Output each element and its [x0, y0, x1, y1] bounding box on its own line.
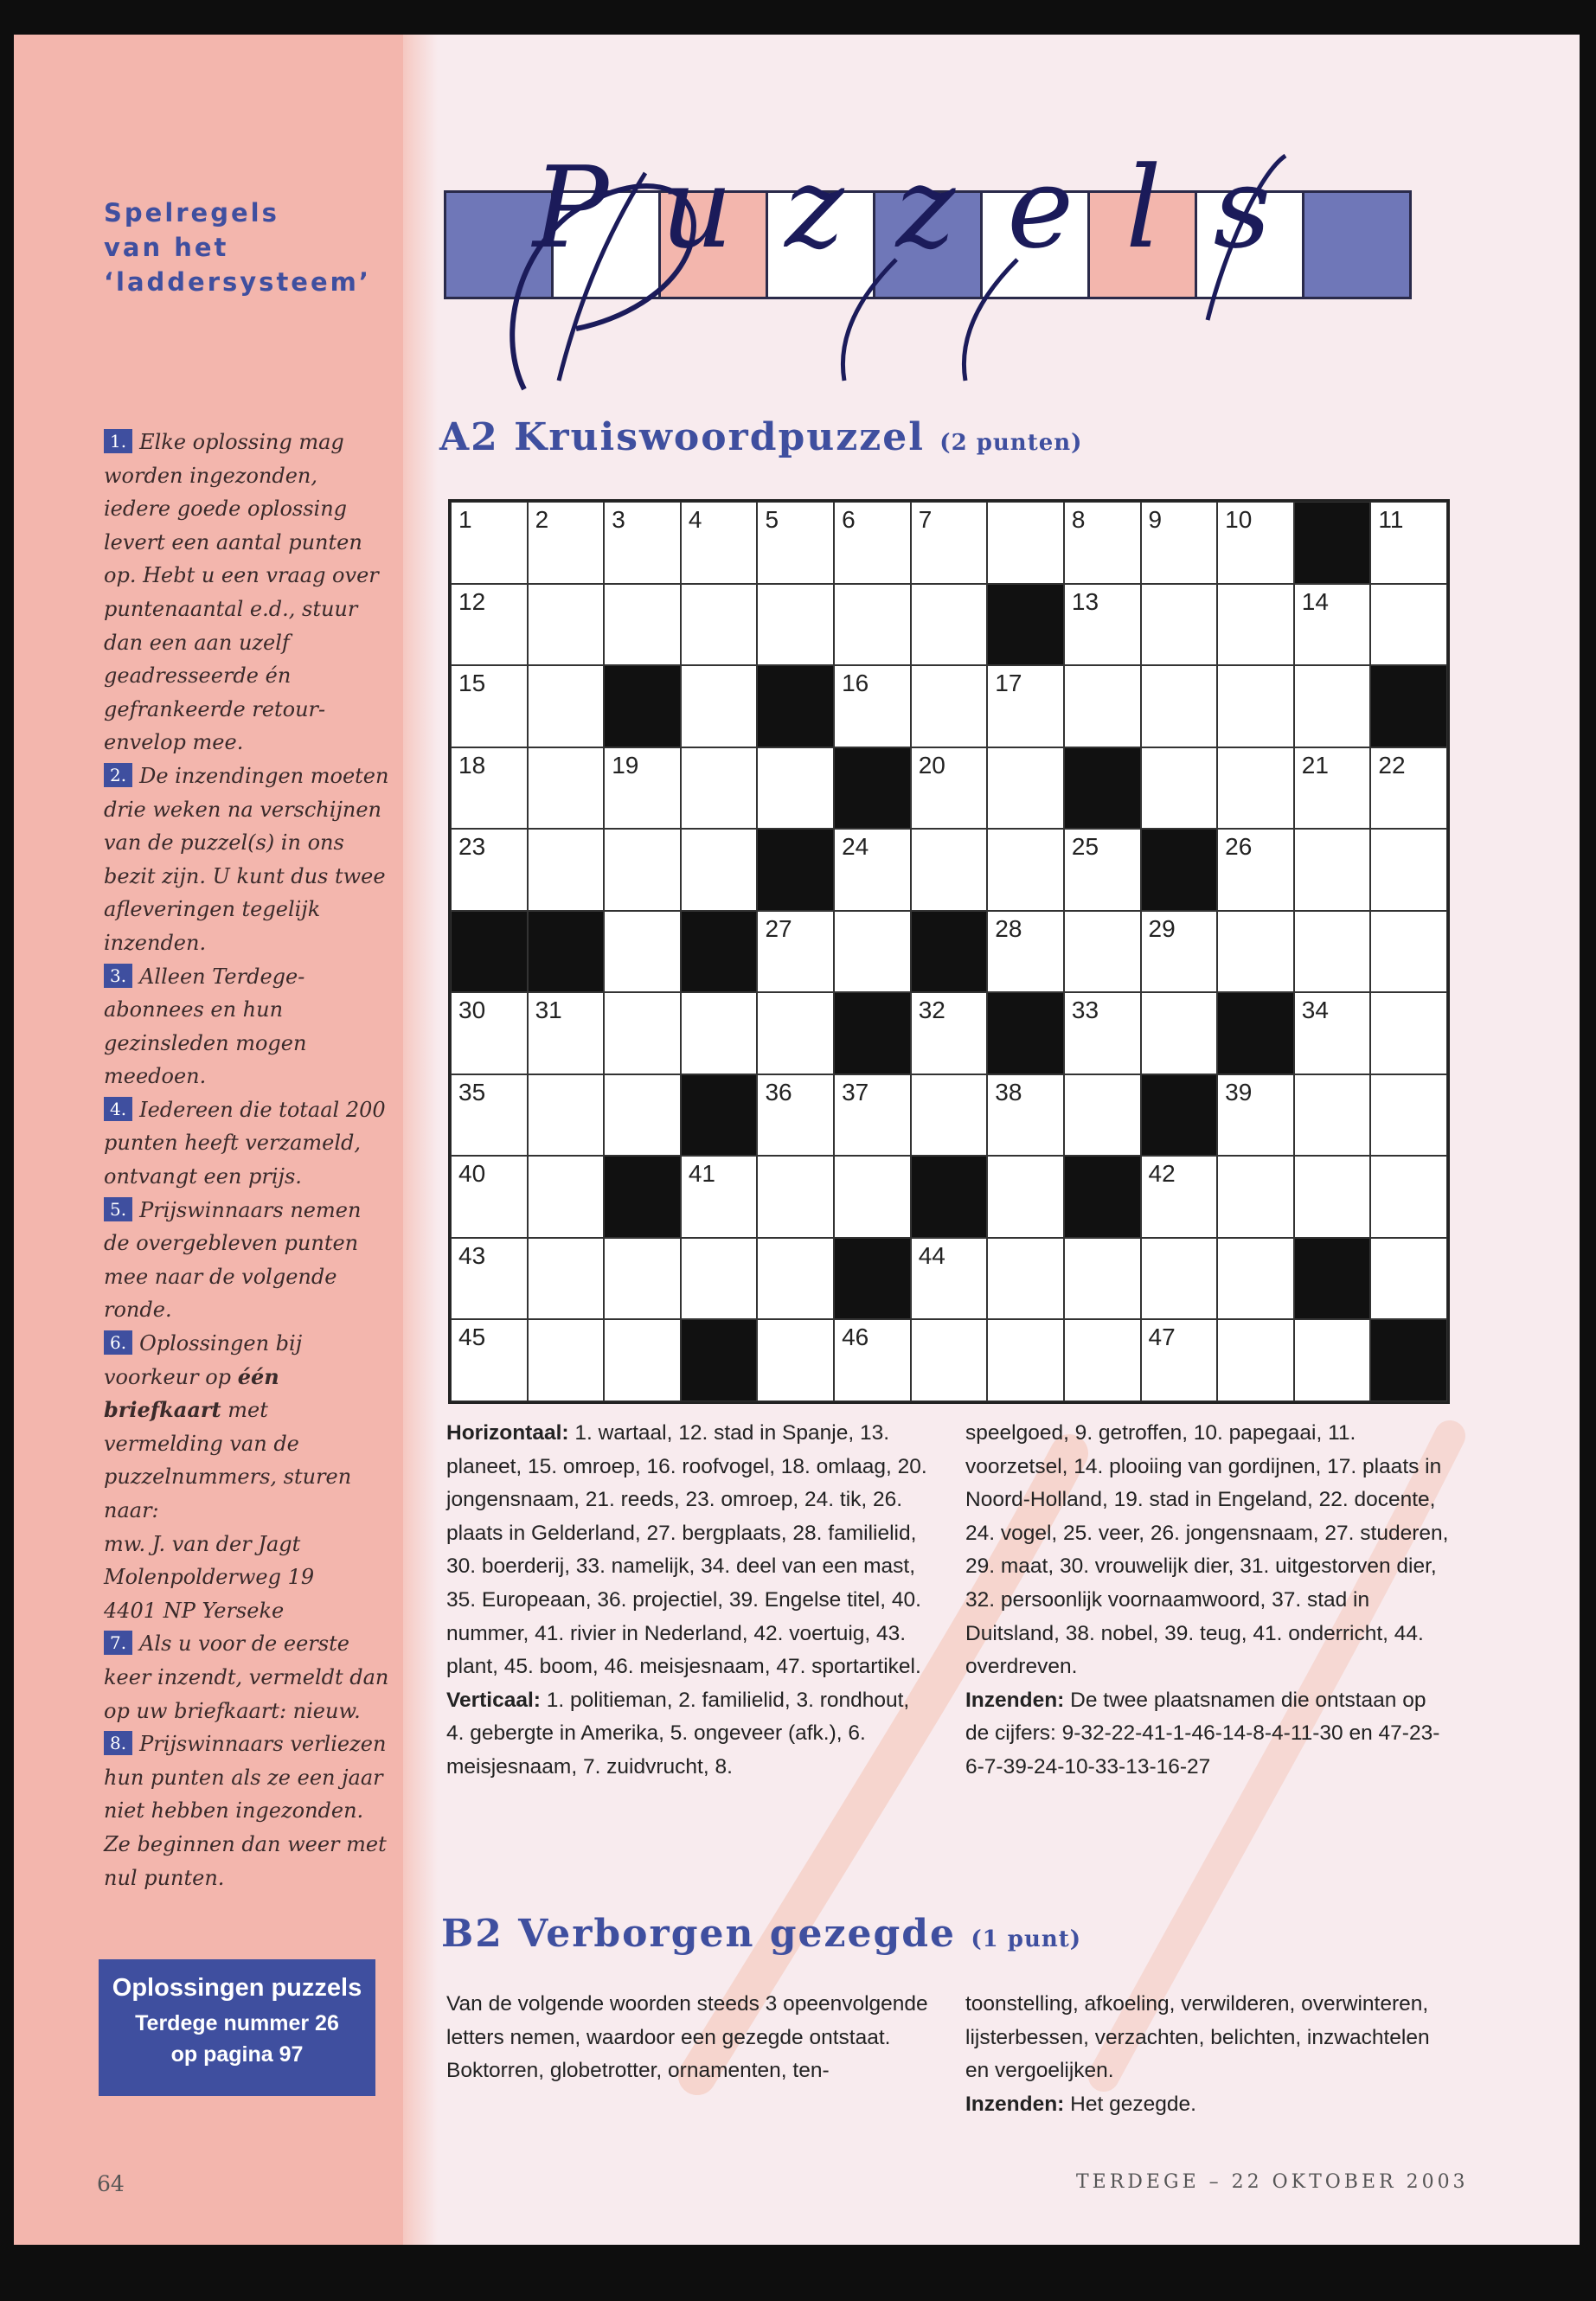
grid-cell[interactable]	[1370, 911, 1447, 993]
grid-cell[interactable]	[1141, 502, 1218, 584]
grid-cell[interactable]	[1217, 1238, 1294, 1320]
grid-black-cell	[911, 1156, 988, 1238]
clue-number: 19	[612, 751, 639, 779]
grid-cell[interactable]	[911, 992, 988, 1074]
grid-cell[interactable]	[1370, 1156, 1447, 1238]
grid-cell[interactable]	[911, 502, 988, 584]
clue-number: 21	[1301, 751, 1329, 779]
clue-number: 8	[1071, 506, 1086, 533]
solutions-box: Oplossingen puzzels Terdege nummer 26 op pagina 97	[99, 1959, 375, 2096]
grid-cell[interactable]	[1370, 502, 1447, 584]
grid-cell[interactable]	[528, 665, 605, 747]
rule-item: 5. Prijswinnaars nemen de overgebleven punten mee naar de volgende ronde.	[104, 1197, 362, 1323]
banner-square	[444, 190, 554, 299]
rule-item: 4. Iedereen die totaal 200 punten heeft verzameld, ontvangt een prijs.	[104, 1097, 386, 1189]
grid-cell[interactable]	[1141, 911, 1218, 993]
clue-number: 5	[765, 506, 779, 533]
grid-cell[interactable]	[528, 1156, 605, 1238]
grid-cell[interactable]	[681, 502, 758, 584]
grid-cell[interactable]	[834, 911, 911, 993]
grid-cell[interactable]	[1294, 665, 1371, 747]
grid-cell[interactable]	[451, 747, 528, 830]
clue-number: 36	[765, 1078, 792, 1106]
grid-cell[interactable]	[451, 829, 528, 911]
grid-black-cell	[834, 747, 911, 830]
grid-cell[interactable]	[1294, 1074, 1371, 1157]
clue-number: 24	[842, 833, 869, 861]
crossword-grid	[448, 499, 1450, 1404]
grid-black-cell	[1141, 829, 1218, 911]
grid-cell[interactable]	[451, 1156, 528, 1238]
grid-cell[interactable]	[757, 1238, 834, 1320]
grid-black-cell	[1217, 992, 1294, 1074]
clues-right: speelgoed, 9. getroffen, 10. papegaai, 11. voorzetsel, 14. plooiing van gordijnen, 17. plaats in Noord-Holland, 19. stad in Engeland, 22. docente, 24. vogel, 25. veer, 26. jongensnaam, 27. studeren, 29. maat, 30. vrouwelijk dier, 31. uitgestorven dier, 32. persoonlijk voornaamwoord, 37. stad in Duitsland, 38. nobel, 39. teug, 41. onderricht, 44. overdreven. Inzenden: De twee plaatsnamen die ontstaan op de cijfers: 9-32-22-41-1-46-14-8-4-11-30 en 47-23-6-7-39-24-10-33-13-16-27	[965, 1421, 1449, 1779]
grid-cell[interactable]	[1064, 992, 1141, 1074]
grid-cell[interactable]	[451, 502, 528, 584]
clue-number: 27	[765, 914, 792, 942]
grid-cell[interactable]	[1217, 829, 1294, 911]
banner-square	[980, 190, 1090, 299]
grid-cell[interactable]	[757, 992, 834, 1074]
magazine-page	[14, 35, 1580, 2245]
grid-cell[interactable]	[681, 747, 758, 830]
clues-left: Horizontaal: 1. wartaal, 12. stad in Spanje, 13. planeet, 15. omroep, 16. roofvogel, 18. omlaag, 20. jongensnaam, 21. reeds, 23. omroep, 24. tik, 26. plaats in Gelderland, 27. bergplaats, 28. familielid, 30. boerderij, 33. namelijk, 34. deel van een mast, 35. Europeaan, 36. projectiel, 39. Engelse titel, 40. nummer, 41. rivier in Nederland, 42. voertuig, 43. plant, 45. boom, 46. meisjesnaam, 47. sportartikel. Verticaal: 1. politieman, 2. familielid, 3. rondhout, 4. gebergte in Amerika, 5. ongeveer (afk.), 6. meisjesnaam, 7. zuidvrucht, 8.	[446, 1421, 927, 1779]
grid-black-cell	[834, 992, 911, 1074]
clue-number: 4	[688, 506, 702, 533]
clue-number: 40	[458, 1160, 486, 1188]
grid-black-cell	[987, 584, 1064, 666]
grid-cell[interactable]	[911, 584, 988, 666]
a2-title: A2 Kruiswoordpuzzel (2 punten)	[439, 415, 1083, 459]
grid-cell[interactable]	[451, 992, 528, 1074]
grid-cell[interactable]	[528, 584, 605, 666]
grid-cell[interactable]	[1217, 502, 1294, 584]
grid-black-cell	[681, 1074, 758, 1157]
grid-cell[interactable]	[604, 502, 681, 584]
logo-title: Puzzels	[533, 142, 1324, 273]
rule-item: 6. Oplossingen bij voorkeur op één briefkaart met vermelding van de puzzelnummers, sturen naar:	[104, 1331, 352, 1522]
grid-cell[interactable]	[1217, 747, 1294, 830]
grid-cell[interactable]	[757, 502, 834, 584]
grid-cell[interactable]	[1294, 911, 1371, 993]
grid-cell[interactable]	[1370, 829, 1447, 911]
grid-black-cell	[757, 829, 834, 911]
clue-number: 30	[458, 997, 486, 1024]
grid-cell[interactable]	[834, 1319, 911, 1401]
clue-number: 17	[995, 670, 1022, 697]
grid-cell[interactable]	[528, 1238, 605, 1320]
grid-cell[interactable]	[1141, 584, 1218, 666]
clue-number: 41	[688, 1160, 715, 1188]
grid-cell[interactable]	[911, 665, 988, 747]
banner-square	[551, 190, 661, 299]
banner-square	[766, 190, 875, 299]
grid-cell[interactable]	[528, 992, 605, 1074]
grid-cell[interactable]	[987, 1319, 1064, 1401]
clue-number: 12	[458, 587, 486, 615]
grid-cell[interactable]	[604, 1319, 681, 1401]
grid-cell[interactable]	[528, 829, 605, 911]
grid-cell[interactable]	[451, 1238, 528, 1320]
grid-cell[interactable]	[604, 829, 681, 911]
grid-cell[interactable]	[757, 1074, 834, 1157]
grid-cell[interactable]	[451, 1074, 528, 1157]
grid-cell[interactable]	[834, 584, 911, 666]
grid-cell[interactable]	[1217, 1156, 1294, 1238]
grid-cell[interactable]	[604, 747, 681, 830]
grid-cell[interactable]	[1294, 1319, 1371, 1401]
grid-cell[interactable]	[1370, 584, 1447, 666]
grid-cell[interactable]	[834, 1074, 911, 1157]
grid-black-cell	[834, 1238, 911, 1320]
clue-number: 47	[1148, 1324, 1176, 1351]
clue-number: 43	[458, 1241, 486, 1269]
grid-cell[interactable]	[1217, 1319, 1294, 1401]
grid-cell[interactable]	[681, 665, 758, 747]
grid-cell[interactable]	[1141, 1156, 1218, 1238]
grid-cell[interactable]	[604, 911, 681, 993]
clue-number: 18	[458, 751, 486, 779]
clue-number: 28	[995, 914, 1022, 942]
grid-black-cell	[757, 665, 834, 747]
clue-number: 2	[535, 506, 549, 533]
clue-number: 37	[842, 1078, 869, 1106]
grid-cell[interactable]	[987, 829, 1064, 911]
grid-cell[interactable]	[911, 1074, 988, 1157]
clue-number: 39	[1225, 1078, 1253, 1106]
rule-item: 2. De inzendingen moeten drie weken na verschijnen van de puzzel(s) in ons bezit zijn. U kunt dus twee afleveringen tegelijk inzenden.	[104, 763, 389, 955]
b2-left-text: Van de volgende woorden steeds 3 opeenvolgende letters nemen, waardoor een gezegde ontstaat. Boktorren, globetrotter, ornamenten, ten-	[446, 1992, 928, 2083]
rule-item: 7. Als u voor de eerste keer inzendt, vermeldt dan op uw briefkaart: nieuw.	[104, 1631, 389, 1723]
grid-cell[interactable]	[451, 665, 528, 747]
banner-square	[1302, 190, 1412, 299]
grid-cell[interactable]	[987, 1156, 1064, 1238]
grid-cell[interactable]	[1064, 911, 1141, 993]
clue-number: 23	[458, 833, 486, 861]
grid-black-cell	[1370, 1319, 1447, 1401]
footer: TERDEGE – 22 OKTOBER 2003	[1076, 2171, 1469, 2193]
grid-cell[interactable]	[1294, 992, 1371, 1074]
grid-cell[interactable]	[1064, 502, 1141, 584]
grid-cell[interactable]	[911, 1319, 988, 1401]
grid-cell[interactable]	[681, 1238, 758, 1320]
grid-cell[interactable]	[834, 1156, 911, 1238]
grid-black-cell	[528, 911, 605, 993]
clue-number: 26	[1225, 833, 1253, 861]
grid-cell[interactable]	[681, 1156, 758, 1238]
banner-square	[658, 190, 768, 299]
grid-cell[interactable]	[911, 1238, 988, 1320]
grid-black-cell	[681, 1319, 758, 1401]
grid-cell[interactable]	[681, 584, 758, 666]
clue-number: 31	[535, 997, 562, 1024]
grid-cell[interactable]	[1064, 1238, 1141, 1320]
grid-cell[interactable]	[1370, 1238, 1447, 1320]
grid-black-cell	[604, 665, 681, 747]
grid-cell[interactable]	[528, 1319, 605, 1401]
grid-cell[interactable]	[604, 584, 681, 666]
grid-cell[interactable]	[681, 992, 758, 1074]
clue-number: 10	[1225, 506, 1253, 533]
rules-list	[104, 426, 389, 1894]
grid-cell[interactable]	[1064, 584, 1141, 666]
grid-cell[interactable]	[1370, 1074, 1447, 1157]
clue-number: 11	[1378, 506, 1404, 533]
grid-cell[interactable]	[1370, 992, 1447, 1074]
grid-cell[interactable]	[1217, 584, 1294, 666]
grid-cell[interactable]	[757, 584, 834, 666]
clue-number: 9	[1148, 506, 1163, 533]
grid-cell[interactable]	[834, 829, 911, 911]
grid-cell[interactable]	[1064, 1319, 1141, 1401]
rule-item: 1. Elke oplossing mag worden ingezonden, iedere goede oplossing levert een aantal punten op. Hebt u een vraag over puntenaantal e.d., stuur dan een aan uzelf geadresseerde én gefrankeerde retour-envelop mee.	[104, 430, 379, 755]
clue-number: 1	[458, 506, 472, 533]
grid-cell[interactable]	[1064, 1074, 1141, 1157]
grid-cell[interactable]	[987, 1238, 1064, 1320]
clue-number: 45	[458, 1324, 486, 1351]
grid-cell[interactable]	[681, 829, 758, 911]
banner-square	[1195, 190, 1304, 299]
page-number: 64	[97, 2171, 125, 2196]
grid-cell[interactable]	[1141, 747, 1218, 830]
grid-cell[interactable]	[987, 665, 1064, 747]
grid-black-cell	[911, 911, 988, 993]
grid-black-cell	[1294, 502, 1371, 584]
grid-cell[interactable]	[911, 829, 988, 911]
grid-black-cell	[681, 911, 758, 993]
clue-number: 6	[842, 506, 856, 533]
grid-cell[interactable]	[1217, 1074, 1294, 1157]
grid-cell[interactable]	[987, 747, 1064, 830]
grid-black-cell	[1141, 1074, 1218, 1157]
clue-number: 14	[1301, 587, 1329, 615]
grid-cell[interactable]	[1294, 747, 1371, 830]
grid-cell[interactable]	[1294, 829, 1371, 911]
clue-number: 7	[918, 506, 933, 533]
grid-black-cell	[1294, 1238, 1371, 1320]
banner-square	[873, 190, 983, 299]
rule-item: 8. Prijswinnaars verliezen hun punten als ze een jaar niet hebben ingezonden. Ze beginnen dan weer met nul punten.	[104, 1732, 387, 1890]
grid-cell[interactable]	[1064, 829, 1141, 911]
grid-cell[interactable]	[1294, 584, 1371, 666]
grid-cell[interactable]	[987, 1074, 1064, 1157]
grid-cell[interactable]	[1141, 1238, 1218, 1320]
clue-number: 22	[1378, 751, 1406, 779]
address: mw. J. van der Jagt Molenpolderweg 19 4401 NP Yerseke	[104, 1531, 315, 1623]
grid-cell[interactable]	[528, 747, 605, 830]
grid-cell[interactable]	[604, 1074, 681, 1157]
rules-title: Spelregels van het ‘laddersysteem’	[104, 198, 371, 297]
grid-black-cell	[1370, 665, 1447, 747]
clue-number: 16	[842, 670, 869, 697]
grid-cell[interactable]	[451, 1319, 528, 1401]
clue-number: 25	[1071, 833, 1099, 861]
banner-square	[1087, 190, 1197, 299]
grid-cell[interactable]	[1370, 747, 1447, 830]
clue-number: 15	[458, 670, 486, 697]
grid-cell[interactable]	[834, 665, 911, 747]
grid-cell[interactable]	[1294, 1156, 1371, 1238]
clue-number: 13	[1071, 587, 1099, 615]
grid-black-cell	[1064, 747, 1141, 830]
clue-number: 38	[995, 1078, 1022, 1106]
grid-cell[interactable]	[834, 502, 911, 584]
clue-number: 35	[458, 1078, 486, 1106]
grid-cell[interactable]	[451, 584, 528, 666]
grid-cell[interactable]	[604, 1238, 681, 1320]
clue-number: 29	[1148, 914, 1176, 942]
grid-cell[interactable]	[987, 911, 1064, 993]
clue-number: 44	[918, 1241, 945, 1269]
grid-cell[interactable]	[1141, 665, 1218, 747]
grid-cell[interactable]	[911, 747, 988, 830]
grid-cell[interactable]	[1064, 665, 1141, 747]
grid-black-cell	[987, 992, 1064, 1074]
clue-number: 32	[918, 997, 945, 1024]
clue-number: 3	[612, 506, 625, 533]
grid-black-cell	[604, 1156, 681, 1238]
clue-number: 34	[1301, 997, 1329, 1024]
grid-cell[interactable]	[1141, 1319, 1218, 1401]
grid-cell[interactable]	[1141, 992, 1218, 1074]
clue-number: 20	[918, 751, 945, 779]
grid-cell[interactable]	[528, 502, 605, 584]
grid-black-cell	[1064, 1156, 1141, 1238]
grid-cell[interactable]	[757, 1319, 834, 1401]
grid-cell[interactable]	[757, 911, 834, 993]
grid-cell[interactable]	[528, 1074, 605, 1157]
grid-cell[interactable]	[757, 747, 834, 830]
clue-number: 33	[1071, 997, 1099, 1024]
grid-cell[interactable]	[987, 502, 1064, 584]
grid-cell[interactable]	[1217, 665, 1294, 747]
grid-cell[interactable]	[604, 992, 681, 1074]
title-banner	[446, 190, 1412, 299]
rule-item: 3. Alleen Terdege-abonnees en hun gezinsleden mogen meedoen.	[104, 964, 307, 1089]
b2-right-text: toonstelling, afkoeling, verwilderen, overwinteren, lijsterbessen, verzachten, belichten, inzwachtelen en vergoelijken. Inzenden: Het gezegde.	[965, 1992, 1430, 2116]
grid-cell[interactable]	[1217, 911, 1294, 993]
grid-cell[interactable]	[757, 1156, 834, 1238]
clue-number: 42	[1148, 1160, 1176, 1188]
grid-black-cell	[451, 911, 528, 993]
clue-number: 46	[842, 1324, 869, 1351]
b2-title: B2 Verborgen gezegde (1 punt)	[441, 1912, 1082, 1956]
